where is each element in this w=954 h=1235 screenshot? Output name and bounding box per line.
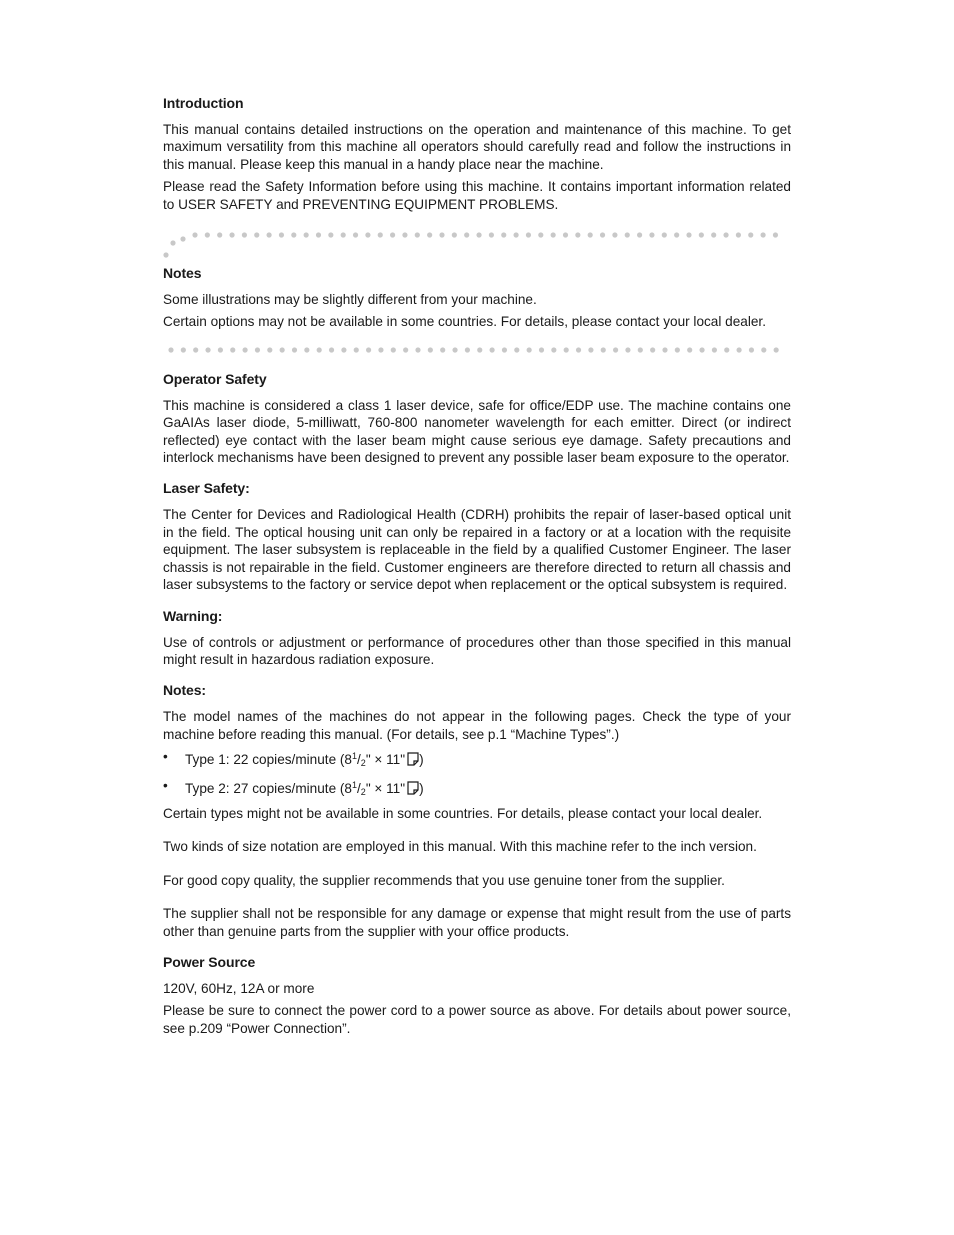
introduction-heading: Introduction (163, 95, 244, 111)
note-bottom-divider (163, 345, 791, 355)
note-top-divider (163, 231, 791, 255)
notes-section (163, 265, 791, 331)
manual-page (163, 95, 791, 1051)
fraction: $^1/_2$ (352, 779, 366, 797)
introduction-section (163, 95, 791, 213)
operator-safety-heading: Operator Safety (163, 370, 267, 387)
list-item: • Type 2: 27 copies/minute ($8^1/_2$" × 11" ) (163, 777, 791, 801)
laser-safety-heading: Laser Safety: (163, 480, 250, 497)
warning-heading: Warning: (163, 607, 223, 624)
paper-landscape-icon (407, 781, 419, 799)
introduction-paragraph-1: This manual contains detailed instructions on the operation and maintenance of this machine. To get maximum versatility from this machine all operators should carefully read and follow the instructions in this manual. Please keep this manual in a handy place near the machine. (163, 122, 791, 172)
power-source-spec: 120V, 60Hz, 12A or more (163, 980, 315, 996)
power-source-section (163, 954, 791, 1037)
warning-section (163, 608, 791, 669)
fraction: $^1/_2$ (352, 751, 366, 769)
dotted-divider-icon (163, 345, 791, 355)
notes2-paragraph-4: For good copy quality, the supplier recommends that you use genuine toner from the supplier. (163, 872, 725, 888)
copy-speed-list (163, 748, 791, 801)
notes2-paragraph-2: Certain types might not be available in some countries. For details, please contact your local dealer. (163, 805, 763, 821)
laser-safety-section (163, 480, 791, 593)
notes-paragraph-1: Some illustrations may be slightly different from your machine. (163, 292, 537, 308)
notes2-heading: Notes: (163, 682, 206, 699)
warning-paragraph: Use of controls or adjustment or performance of procedures other than those specified in this manual might result in hazardous radiation exposure. (163, 634, 791, 667)
notes2-section (163, 682, 791, 940)
power-source-heading: Power Source (163, 953, 256, 970)
laser-safety-paragraph: The Center for Devices and Radiological Health (CDRH) prohibits the repair of laser-based optical unit in the field. The optical housing unit can only be repaired in a factory or at a location with the requisite equipment. The laser subsystem is replaceable in the field by a qualified Customer Engineer. The laser chassis is not repairable in the field. Customer engineers are therefore directed to return all chassis and laser subsystems to the factory or service depot when replacement or the optical subsystem is required. (163, 507, 791, 593)
notes2-paragraph-3: Two kinds of size notation are employed in this manual. With this machine refer to the inch version. (163, 839, 757, 855)
operator-safety-section (163, 371, 791, 467)
notes2-paragraph-5: The supplier shall not be responsible for any damage or expense that might result from the use of parts other than genuine parts from the supplier with your office products. (163, 906, 791, 939)
dotted-note-marker-icon (163, 231, 791, 261)
notes-heading: Notes (163, 265, 202, 282)
list-item: • Type 1: 22 copies/minute ($8^1/_2$" × 11" ) (163, 748, 791, 772)
power-source-paragraph: Please be sure to connect the power cord to a power source as above. For details about power source, see p.209 “Power Connection”. (163, 1003, 791, 1036)
notes2-paragraph-1: The model names of the machines do not appear in the following pages. Check the type of your machine before reading this manual. (For details, see p.1 “Machine Types”.) (163, 709, 791, 742)
paper-landscape-icon (407, 752, 419, 770)
notes-paragraph-2: Certain options may not be available in some countries. For details, please contact your local dealer. (163, 314, 766, 330)
introduction-paragraph-2: Please read the Safety Information before using this machine. It contains important information related to USER SAFETY and PREVENTING EQUIPMENT PROBLEMS. (163, 179, 791, 212)
bullet: • (163, 749, 168, 765)
operator-safety-paragraph: This machine is considered a class 1 laser device, safe for office/EDP use. The machine contains one GaAIAs laser diode, 5-milliwatt, 760-800 nanometer wavelength for each emitter. Direct (or indirect reflected) eye contact with the laser beam might cause serious eye damage. Safety precautions and interlock mechanisms have been designed to prevent any possible laser beam exposure to the operator. (163, 397, 791, 466)
bullet: • (163, 777, 168, 793)
